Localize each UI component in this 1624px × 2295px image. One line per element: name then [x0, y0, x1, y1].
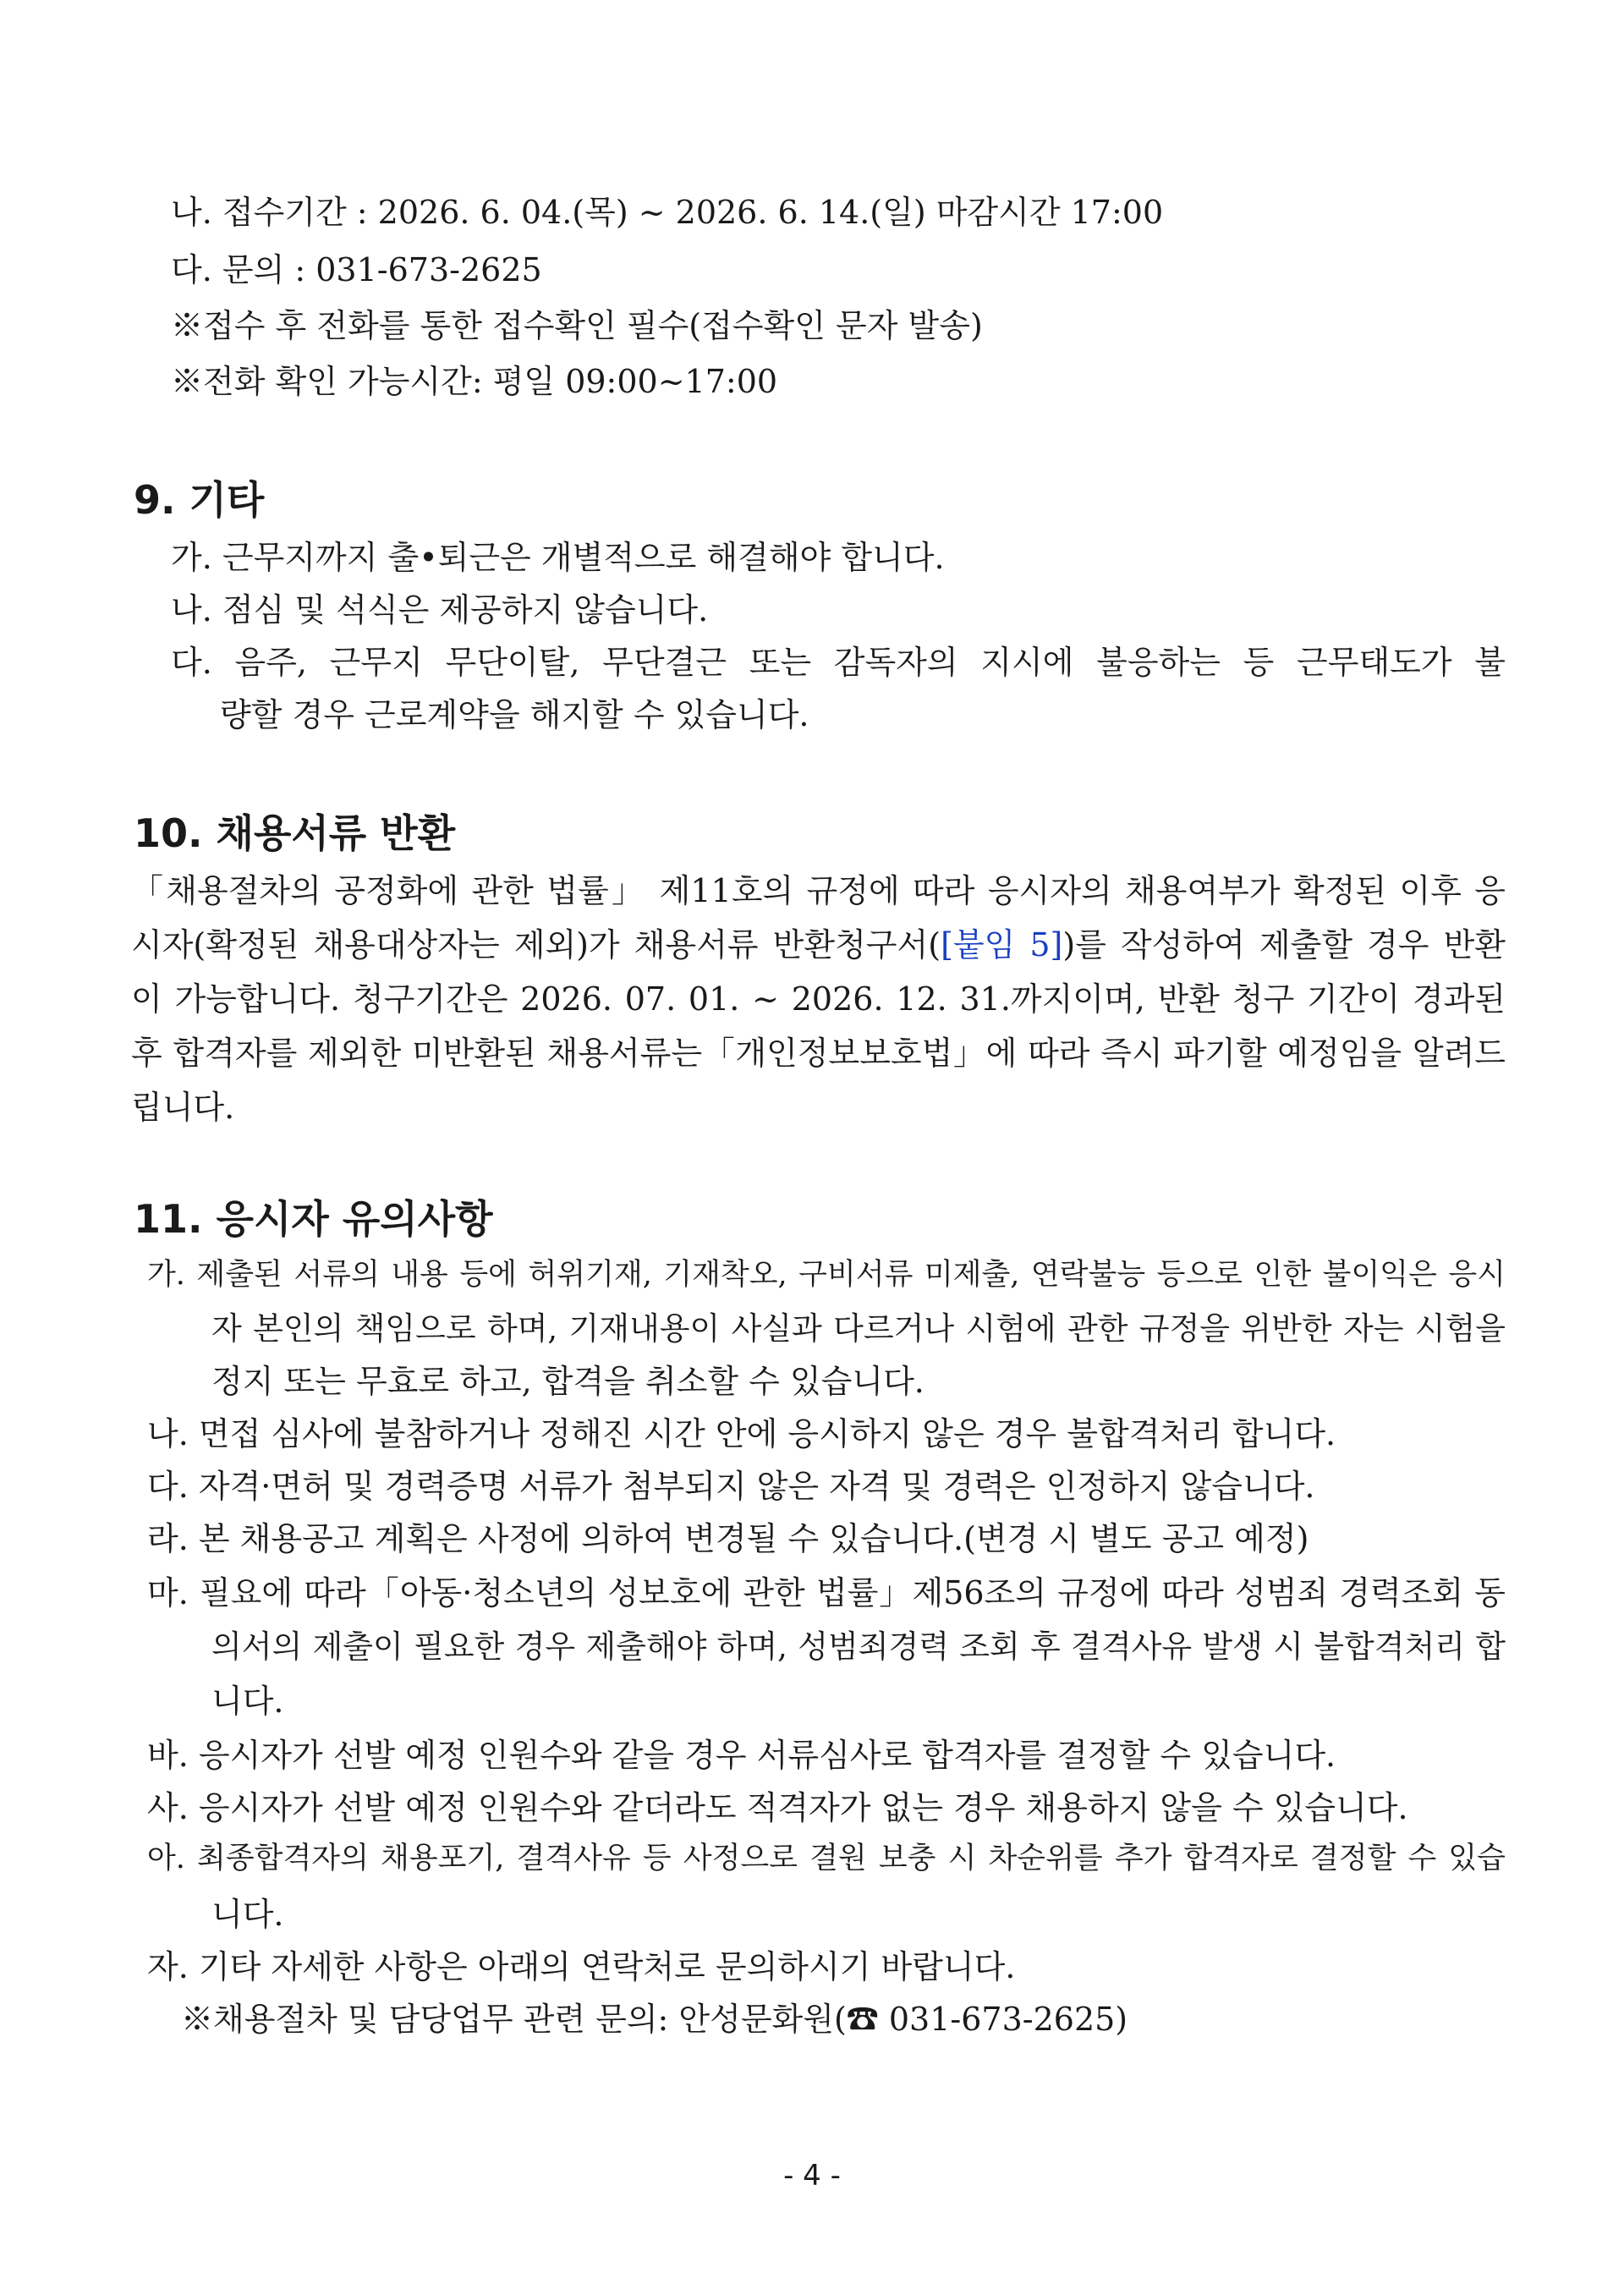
- section-9-item-da-line2: 량할 경우 근로계약을 해지할 수 있습니다.: [220, 696, 809, 733]
- section-9-item-na: 나. 점심 및 석식은 제공하지 않습니다.: [171, 591, 709, 629]
- section-11-item-ma-line1: 마. 필요에 따라「아동·청소년의 성보호에 관한 법률」제56조의 규정에 따라 성범죄 경력조회 동: [147, 1574, 1506, 1611]
- section-11-item-sa: 사. 응시자가 선발 예정 인원수와 같더라도 적격자가 없는 경우 채용하지 않을 수 있습니다.: [147, 1789, 1408, 1826]
- section-9-item-da-line1: 다. 음주, 근무지 무단이탈, 무단결근 또는 감독자의 지시에 불응하는 등 근무태도가 불: [171, 644, 1506, 681]
- section-10-line5: 립니다.: [131, 1089, 235, 1126]
- section-11-item-ja: 자. 기타 자세한 사항은 아래의 연락처로 문의하시기 바랍니다.: [147, 1948, 1016, 1985]
- section-11-item-da: 다. 자격·면허 및 경력증명 서류가 첨부되지 않은 자격 및 경력은 인정하지 않습니다.: [147, 1468, 1315, 1505]
- section-11-item-ba: 바. 응시자가 선발 예정 인원수와 같을 경우 서류심사로 합격자를 결정할 수 있습니다.: [147, 1737, 1336, 1774]
- section-10-line1: 「채용절차의 공정화에 관한 법률」 제11호의 규정에 따라 응시자의 채용여부가 확정된 이후 응: [131, 872, 1506, 909]
- section-11-heading: 11. 응시자 유의사항: [134, 1196, 493, 1242]
- section-11-item-ga-line3: 정지 또는 무효로 하고, 합격을 취소할 수 있습니다.: [211, 1363, 924, 1400]
- section-11-item-ga-line2: 자 본인의 책임으로 하며, 기재내용이 사실과 다르거나 시험에 관한 규정을 위반한 자는 시험을: [211, 1310, 1506, 1347]
- receipt-period: 나. 접수기간 : 2026. 6. 04.(목) ~ 2026. 6. 14.(일) 마감시간 17:00: [171, 194, 1164, 231]
- section-10-heading: 10. 채용서류 반환: [134, 810, 456, 856]
- page-number: - 4 -: [783, 2159, 841, 2193]
- inquiry-phone: 다. 문의 : 031-673-2625: [171, 251, 542, 288]
- section-10-line3: 이 가능합니다. 청구기간은 2026. 07. 01. ~ 2026. 12. 31.까지이며, 반환 청구 기간이 경과된: [131, 980, 1506, 1018]
- section-11-item-na: 나. 면접 심사에 불참하거나 정해진 시간 안에 응시하지 않은 경우 불합격처리 합니다.: [147, 1415, 1336, 1452]
- section-10-line4: 후 합격자를 제외한 미반환된 채용서류는「개인정보보호법」에 따라 즉시 파기할 예정임을 알려드: [131, 1035, 1506, 1072]
- attachment-5-link[interactable]: [붙임 5]: [941, 926, 1063, 964]
- section-11-item-a-line2: 니다.: [211, 1896, 284, 1933]
- section-11-item-a-line1: 아. 최종합격자의 채용포기, 결격사유 등 사정으로 결원 보충 시 차순위를 추가 합격자로 결정할 수 있습: [147, 1842, 1506, 1875]
- contact-info: ※채용절차 및 담당업무 관련 문의: 안성문화원(☎ 031-673-2625): [181, 2001, 1128, 2038]
- section-11-item-ma-line3: 니다.: [211, 1683, 284, 1720]
- phone-hours-note: ※전화 확인 가능시간: 평일 09:00~17:00: [171, 363, 778, 400]
- section-9-item-ga: 가. 근무지까지 출•퇴근은 개별적으로 해결해야 합니다.: [171, 539, 945, 576]
- section-11-item-ra: 라. 본 채용공고 계획은 사정에 의하여 변경될 수 있습니다.(변경 시 별도 공고 예정): [147, 1520, 1309, 1557]
- section-11-item-ga-line1: 가. 제출된 서류의 내용 등에 허위기재, 기재착오, 구비서류 미제출, 연락불능 등으로 인한 불이익은 응시: [147, 1258, 1506, 1292]
- section-11-item-ma-line2: 의서의 제출이 필요한 경우 제출해야 하며, 성범죄경력 조회 후 결격사유 발생 시 불합격처리 합: [211, 1628, 1506, 1665]
- receipt-note: ※접수 후 전화를 통한 접수확인 필수(접수확인 문자 발송): [171, 307, 983, 344]
- section-10-line2: 시자(확정된 채용대상자는 제외)가 채용서류 반환청구서([붙임 5])를 작성하여 제출할 경우 반환: [131, 926, 1506, 964]
- section-9-heading: 9. 기타: [134, 477, 265, 523]
